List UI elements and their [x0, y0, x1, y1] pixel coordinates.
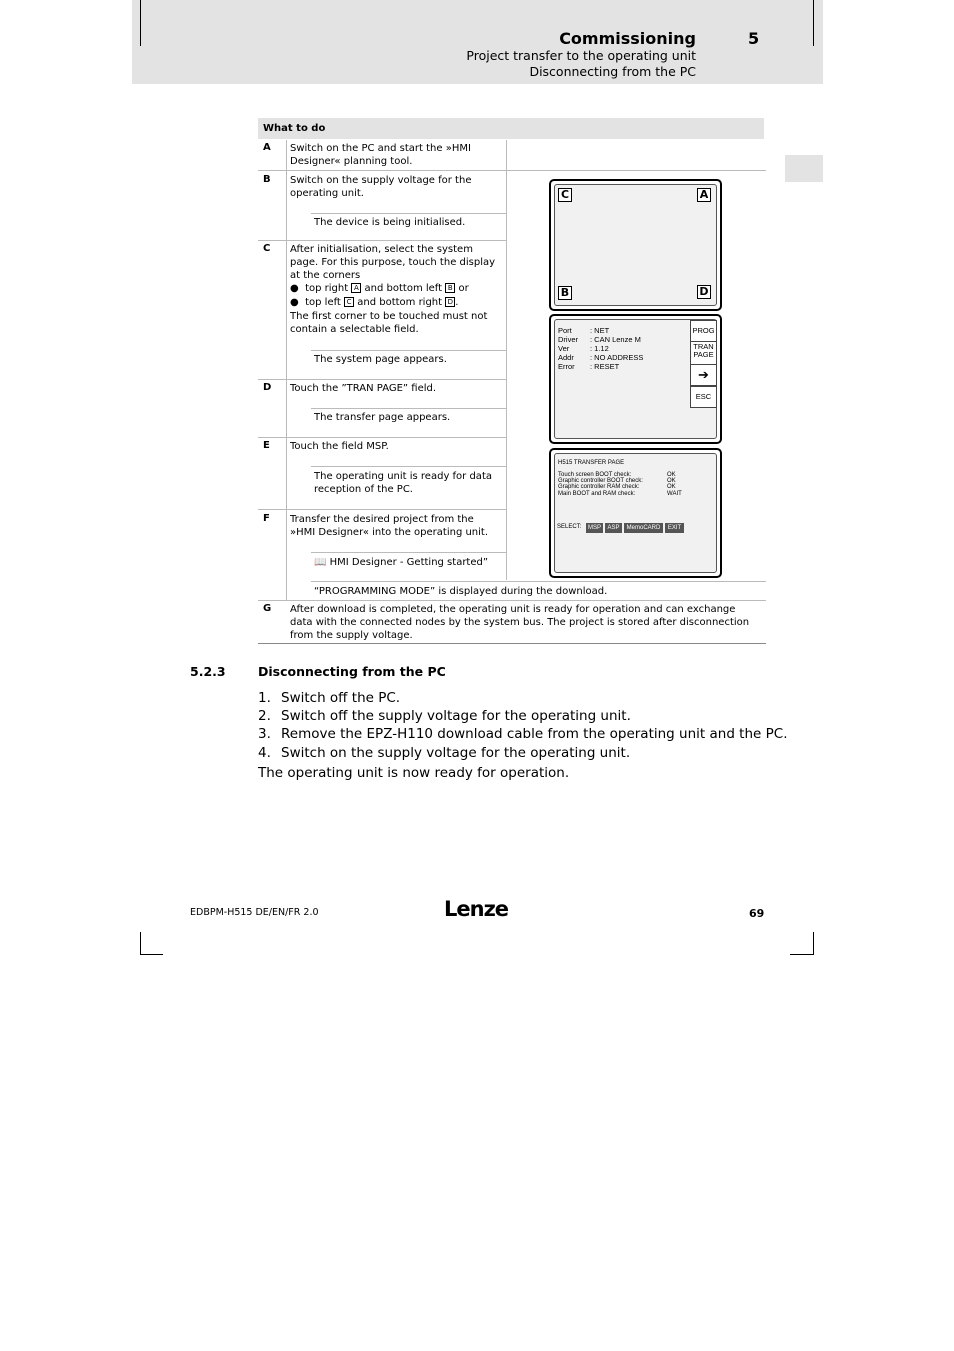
check-value: WAIT [667, 491, 682, 497]
step-letter: D [263, 382, 272, 393]
step-text: Touch the field MSP. [290, 441, 389, 452]
step-note: The first corner to be touched must not contain a selectable field. [290, 311, 488, 335]
corner-key-icon: C [344, 297, 354, 307]
corner-key-icon: B [445, 283, 455, 293]
lenze-logo: Lenze [444, 897, 509, 921]
crop-mark [140, 0, 141, 46]
msp-button[interactable]: MSP [587, 525, 601, 531]
divider [506, 140, 507, 580]
divider [311, 350, 506, 351]
header-subtitle: Project transfer to the operating unit [466, 48, 696, 63]
list-item: 3. Remove the EPZ-H110 download cable from the operating unit and the PC. [258, 726, 788, 742]
step-text: After download is completed, the operating unit is ready for operation and can exchange data with the connected nodes by the system bus. The project is stored after disconnection from the supply voltage. [290, 604, 750, 641]
section-title: Disconnecting from the PC [258, 664, 446, 679]
system-value: : NO ADDRESS [590, 353, 644, 362]
system-label: Driver [558, 335, 578, 344]
step-text: Switch on the supply voltage for the operating unit. [290, 175, 472, 199]
crop-mark [813, 0, 814, 46]
check-label: Main BOOT and RAM check: [558, 491, 636, 497]
esc-button[interactable]: ESC [690, 386, 717, 408]
system-value: : 1.12 [590, 344, 609, 353]
prog-button[interactable]: PROG [690, 320, 717, 342]
corner-key-icon: A [351, 283, 361, 293]
table-heading: What to do [258, 118, 764, 139]
step-letter: A [263, 142, 271, 153]
corner-c-icon[interactable]: C [558, 188, 572, 202]
select-label: SELECT: [557, 524, 582, 530]
step-letter: G [263, 603, 272, 614]
corner-key-icon: D [445, 297, 455, 307]
memocard-button[interactable]: MemoCARD [624, 523, 663, 533]
step-letter: E [263, 440, 270, 451]
step-result: The system page appears. [314, 354, 447, 365]
check-value: OK [667, 472, 676, 478]
system-value: : NET [590, 326, 610, 335]
crop-mark [790, 954, 814, 955]
check-label: Graphic controller RAM check: [558, 484, 640, 490]
display-area [554, 453, 717, 573]
step-result: The transfer page appears. [314, 412, 451, 423]
check-label: Graphic controller BOOT check: [558, 478, 643, 484]
reference-link[interactable]: 📖 HMI Designer - Getting started” [314, 557, 489, 568]
step-letter: B [263, 174, 271, 185]
divider [258, 509, 506, 510]
corner-b-icon[interactable]: B [558, 286, 572, 300]
corner-a-icon[interactable]: A [697, 188, 711, 202]
crop-mark [140, 954, 163, 955]
divider [311, 466, 506, 467]
step-letter: C [263, 243, 271, 254]
step-text: Transfer the desired project from the »HMI Designer« into the operating unit. [290, 514, 489, 538]
divider [258, 240, 506, 241]
divider [258, 379, 506, 380]
check-label: Touch screen BOOT check: [558, 472, 632, 478]
display-area [554, 184, 717, 306]
check-value: OK [667, 484, 676, 490]
divider [311, 581, 766, 582]
divider [311, 552, 506, 553]
list-item: 1. Switch off the PC. [258, 690, 401, 706]
system-label: Error [558, 362, 575, 371]
divider [258, 643, 766, 644]
crop-mark [813, 932, 814, 955]
step-result: “PROGRAMMING MODE” is displayed during the download. [314, 586, 608, 597]
step-text: Touch the ”TRAN PAGE” field. [290, 383, 437, 394]
crop-mark [140, 932, 141, 955]
system-label: Port [558, 326, 572, 335]
check-value: OK [667, 478, 676, 484]
conclusion-text: The operating unit is now ready for operation. [258, 765, 570, 781]
list-item: 2. Switch off the supply voltage for the operating unit. [258, 708, 631, 724]
corner-d-icon[interactable]: D [697, 285, 711, 299]
book-icon: 📖 [314, 557, 327, 568]
chapter-tab [785, 155, 823, 182]
bullet-item: ● top right A and bottom left B or [290, 283, 469, 294]
display-screen [549, 448, 722, 578]
tran-page-button[interactable]: TRAN PAGE [690, 341, 717, 365]
divider [286, 140, 287, 600]
divider [258, 600, 766, 601]
divider [311, 213, 506, 214]
chapter-number: 5 [748, 29, 760, 48]
step-result: The operating unit is ready for data reception of the PC. [314, 471, 492, 495]
chapter-title: Commissioning [559, 29, 696, 48]
list-item: 4. Switch on the supply voltage for the operating unit. [258, 745, 631, 761]
bullet-item: ● top left C and bottom right D . [290, 297, 459, 308]
divider [258, 170, 766, 171]
asp-button[interactable]: ASP [605, 523, 622, 533]
step-text: After initialisation, select the system page. For this purpose, touch the display at the corners [290, 244, 496, 281]
transfer-page-title: H515 TRANSFER PAGE [558, 460, 625, 466]
step-text: Switch on the PC and start the »HMI Designer« planning tool. [290, 143, 471, 167]
system-label: Ver [558, 344, 570, 353]
system-value: : RESET [590, 362, 620, 371]
step-letter: F [263, 513, 270, 524]
page-number: 69 [749, 907, 765, 920]
exit-button[interactable]: EXIT [665, 523, 684, 533]
header-subtitle: Disconnecting from the PC [529, 64, 696, 79]
section-number: 5.2.3 [190, 664, 226, 679]
arrow-right-icon[interactable]: ➔ [690, 364, 717, 386]
divider [311, 408, 506, 409]
step-result: The device is being initialised. [314, 217, 466, 228]
system-label: Addr [558, 353, 574, 362]
divider [258, 437, 506, 438]
system-value: : CAN Lenze M [590, 335, 641, 344]
document-code: EDBPM-H515 DE/EN/FR 2.0 [190, 907, 319, 918]
